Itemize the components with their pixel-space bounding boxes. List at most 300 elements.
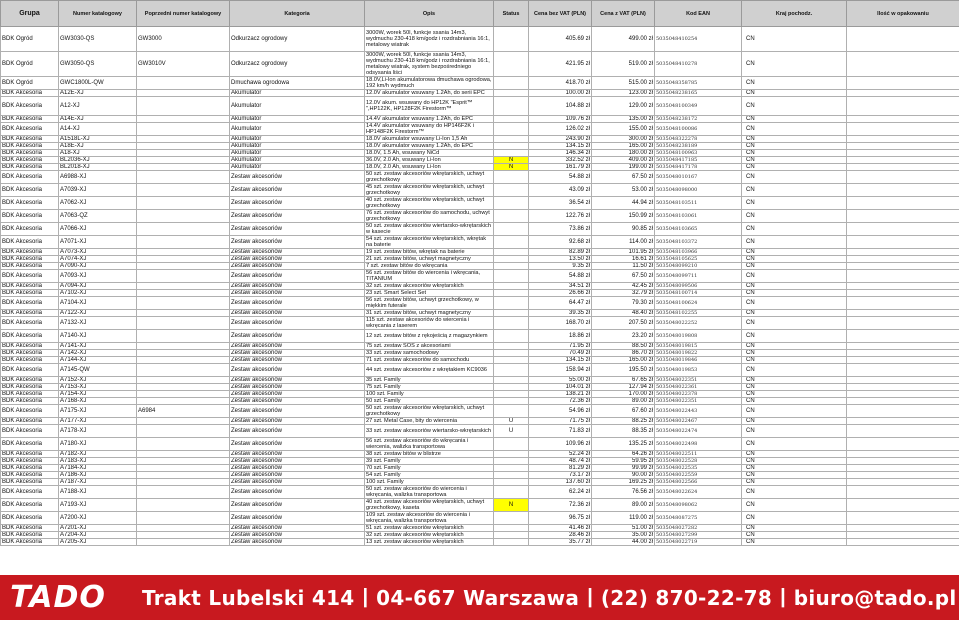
cell-status <box>494 150 529 157</box>
cell-category: Zestaw akcesoriów <box>230 330 365 343</box>
cell-price-net: 9.35 zł <box>529 263 592 270</box>
cell-category: Zestaw akcesoriów <box>230 270 365 283</box>
cell-status <box>494 391 529 398</box>
table-row[interactable] <box>1 364 959 377</box>
cell-description: 54 szt. zestaw akcesoriów wkrętarskich, wkrętak na baterie <box>365 236 494 249</box>
cell-group: BDK Akcesoria <box>1 171 59 184</box>
cell-ean: 5035048410278 <box>655 52 742 77</box>
col-header-country[interactable]: Kraj pochodz. <box>742 1 847 27</box>
cell-pack-quantity <box>847 486 959 499</box>
cell-category: Zestaw akcesoriów <box>230 472 365 479</box>
cell-group: BDK Akcesoria <box>1 425 59 438</box>
cell-price-gross: 515.00 zł <box>592 77 655 90</box>
col-header-grupa[interactable]: Grupa <box>1 1 59 27</box>
cell-price-net: 70.49 zł <box>529 350 592 357</box>
cell-price-gross: 67.60 zł <box>592 405 655 418</box>
table-row[interactable] <box>1 236 959 249</box>
cell-category: Zestaw akcesoriów <box>230 197 365 210</box>
table-row[interactable] <box>1 472 959 479</box>
cell-catalog-number: A7073-XJ <box>59 249 137 256</box>
cell-country: CN <box>742 405 847 418</box>
cell-price-gross: 123.00 zł <box>592 90 655 97</box>
cell-country: CN <box>742 52 847 77</box>
cell-catalog-number: A7152-XJ <box>59 377 137 384</box>
cell-group: BDK Akcesoria <box>1 249 59 256</box>
cell-category: Zestaw akcesoriów <box>230 350 365 357</box>
cell-status <box>494 52 529 77</box>
cell-price-gross: 44.00 zł <box>592 539 655 546</box>
cell-pack-quantity <box>847 525 959 532</box>
cell-group: BDK Akcesoria <box>1 297 59 310</box>
cell-category: Zestaw akcesoriów <box>230 512 365 525</box>
cell-ean: 5035048022361 <box>655 384 742 391</box>
cell-ean: 5035048100714 <box>655 290 742 297</box>
cell-previous-catalog-number <box>137 116 230 123</box>
cell-price-net: 62.24 zł <box>529 486 592 499</box>
cell-catalog-number: A12E-XJ <box>59 90 137 97</box>
cell-pack-quantity <box>847 330 959 343</box>
table-row[interactable] <box>1 391 959 398</box>
cell-ean: 5035048099506 <box>655 283 742 290</box>
col-header-category[interactable]: Kategoria <box>230 1 365 27</box>
cell-ean: 5035048022528 <box>655 458 742 465</box>
cell-catalog-number: GWC1800L-QW <box>59 77 137 90</box>
cell-price-gross: 16.61 zł <box>592 256 655 263</box>
cell-catalog-number: A7186-XJ <box>59 472 137 479</box>
cell-category: Zestaw akcesoriów <box>230 438 365 451</box>
table-row[interactable] <box>1 197 959 210</box>
cell-group: BDK Akcesoria <box>1 223 59 236</box>
table-row[interactable] <box>1 210 959 223</box>
cell-previous-catalog-number <box>137 418 230 425</box>
cell-price-net: 146.34 zł <box>529 150 592 157</box>
cell-catalog-number: A7184-XJ <box>59 465 137 472</box>
company-footer-banner <box>0 575 959 620</box>
table-row[interactable] <box>1 350 959 357</box>
cell-pack-quantity <box>847 418 959 425</box>
cell-description: 50 szt. zestaw akcesoriów wkrętarskich, uchwyt grzechotkowy <box>365 171 494 184</box>
cell-country: CN <box>742 465 847 472</box>
col-header-price-gross[interactable]: Cena z VAT (PLN) <box>592 1 655 27</box>
cell-previous-catalog-number <box>137 539 230 546</box>
cell-category: Akumulator <box>230 116 365 123</box>
cell-ean: 5035048410254 <box>655 27 742 52</box>
cell-price-net: 36.54 zł <box>529 197 592 210</box>
cell-previous-catalog-number <box>137 150 230 157</box>
cell-catalog-number: A7187-XJ <box>59 479 137 486</box>
table-row[interactable] <box>1 97 959 116</box>
cell-description: 50 szt. zestaw akcesoriów wkrętarskich, uchwyt grzechotkowy <box>365 405 494 418</box>
footer-postal-city: 04-667 Warszawa <box>376 585 580 610</box>
table-row[interactable] <box>1 157 959 164</box>
table-row[interactable] <box>1 384 959 391</box>
cell-description: 14.4V akumulator wsuwany 1.2Ah, do EPC <box>365 116 494 123</box>
cell-price-gross: 88.35 zł <box>592 425 655 438</box>
cell-country: CN <box>742 97 847 116</box>
cell-status <box>494 525 529 532</box>
table-row[interactable] <box>1 310 959 317</box>
cell-pack-quantity <box>847 90 959 97</box>
cell-group: BDK Akcesoria <box>1 391 59 398</box>
cell-previous-catalog-number <box>137 512 230 525</box>
cell-group: BDK Akcesoria <box>1 384 59 391</box>
cell-previous-catalog-number <box>137 164 230 171</box>
cell-previous-catalog-number <box>137 486 230 499</box>
cell-previous-catalog-number <box>137 270 230 283</box>
cell-catalog-number: A7141-XJ <box>59 343 137 350</box>
cell-pack-quantity <box>847 425 959 438</box>
cell-ean: 5035048022443 <box>655 405 742 418</box>
cell-price-gross: 67.65 zł <box>592 377 655 384</box>
cell-group: BDK Akcesoria <box>1 377 59 384</box>
cell-group: BDK Akcesoria <box>1 236 59 249</box>
cell-previous-catalog-number <box>137 123 230 136</box>
cell-group: BDK Akcesoria <box>1 184 59 197</box>
cell-description: 40 szt. zestaw akcesoriów wkrętarskich, uchwyt grzechotkowy, kaseta <box>365 499 494 512</box>
table-row[interactable] <box>1 465 959 472</box>
cell-description: 18.0V, 1.5 Ah, wsuwany NiCd <box>365 150 494 157</box>
cell-previous-catalog-number <box>137 499 230 512</box>
table-row[interactable] <box>1 223 959 236</box>
cell-group: BDK Akcesoria <box>1 210 59 223</box>
table-row[interactable] <box>1 451 959 458</box>
cell-price-gross: 99.99 zł <box>592 465 655 472</box>
cell-description: 100 szt. Family <box>365 391 494 398</box>
cell-group: BDK Akcesoria <box>1 310 59 317</box>
cell-price-gross: 499.00 zł <box>592 27 655 52</box>
cell-status <box>494 330 529 343</box>
cell-catalog-number: A7071-XJ <box>59 236 137 249</box>
cell-ean: 5035048100086 <box>655 123 742 136</box>
cell-category: Zestaw akcesoriów <box>230 283 365 290</box>
cell-ean: 5035048022351 <box>655 398 742 405</box>
table-row[interactable] <box>1 343 959 350</box>
cell-status <box>494 377 529 384</box>
footer-separator: | <box>780 586 786 608</box>
cell-previous-catalog-number <box>137 357 230 364</box>
cell-description: 56 szt. zestaw bitów, uchwyt grzechotkowy, w miękkim futerale <box>365 297 494 310</box>
cell-group: BDK Akcesoria <box>1 290 59 297</box>
cell-category: Zestaw akcesoriów <box>230 525 365 532</box>
cell-previous-catalog-number <box>137 377 230 384</box>
cell-group: BDK Akcesoria <box>1 479 59 486</box>
cell-catalog-number: GW3050-QS <box>59 52 137 77</box>
cell-country: CN <box>742 223 847 236</box>
cell-ean: 5035048098062 <box>655 499 742 512</box>
table-row[interactable] <box>1 171 959 184</box>
table-row[interactable] <box>1 398 959 405</box>
cell-ean: 5035048019853 <box>655 364 742 377</box>
cell-group: BDK Akcesoria <box>1 532 59 539</box>
col-header-catalog-number[interactable]: Numer katalogowy <box>59 1 137 27</box>
table-row[interactable] <box>1 123 959 136</box>
cell-price-net: 137.60 zł <box>529 479 592 486</box>
cell-pack-quantity <box>847 364 959 377</box>
cell-group: BDK Akcesoria <box>1 343 59 350</box>
cell-pack-quantity <box>847 458 959 465</box>
cell-ean: 5035048103511 <box>655 197 742 210</box>
table-row[interactable] <box>1 330 959 343</box>
cell-ean: 5035048417178 <box>655 164 742 171</box>
cell-status <box>494 438 529 451</box>
cell-description: 32 szt. zestaw akcesoriów wkrętarskich <box>365 283 494 290</box>
table-row[interactable] <box>1 425 959 438</box>
cell-description: 75 szt. zestaw SOS z akcesoriami <box>365 343 494 350</box>
cell-price-net: 71.95 zł <box>529 343 592 350</box>
cell-price-gross: 88.50 zł <box>592 343 655 350</box>
cell-status <box>494 532 529 539</box>
cell-catalog-number: A7094-XJ <box>59 283 137 290</box>
cell-description: 38 szt. zestaw bitów w blistrze <box>365 451 494 458</box>
table-row[interactable] <box>1 512 959 525</box>
footer-address: Trakt Lubelski 414 <box>142 585 355 610</box>
cell-description: 39 szt. Family <box>365 458 494 465</box>
cell-status <box>494 398 529 405</box>
table-row[interactable] <box>1 438 959 451</box>
cell-description: 3000W, worek 50l, funkcje ssania 14m3, wydmuchu 230-418 km/godz i rozdrabniania 16:1, metalowy wiatrak, system bezpośredniego odsysania liści <box>365 52 494 77</box>
cell-pack-quantity <box>847 171 959 184</box>
cell-catalog-number: A7104-XJ <box>59 297 137 310</box>
cell-category: Akumulator <box>230 164 365 171</box>
cell-pack-quantity <box>847 310 959 317</box>
cell-status <box>494 479 529 486</box>
col-header-pack-quantity[interactable]: Ilość w opakowaniu <box>847 1 959 27</box>
table-row[interactable] <box>1 525 959 532</box>
cell-catalog-number: A7154-XJ <box>59 391 137 398</box>
table-row[interactable] <box>1 143 959 150</box>
table-row[interactable] <box>1 77 959 90</box>
col-header-previous-catalog-number[interactable]: Poprzedni numer katalogowy <box>137 1 230 27</box>
cell-price-gross: 42.45 zł <box>592 283 655 290</box>
cell-ean: 5035048022252 <box>655 317 742 330</box>
cell-previous-catalog-number <box>137 184 230 197</box>
table-row[interactable] <box>1 290 959 297</box>
cell-description: 70 szt. Family <box>365 465 494 472</box>
table-row[interactable] <box>1 52 959 77</box>
cell-category: Zestaw akcesoriów <box>230 343 365 350</box>
cell-previous-catalog-number <box>137 472 230 479</box>
cell-ean: 5035048022467 <box>655 418 742 425</box>
cell-catalog-number: A7142-XJ <box>59 350 137 357</box>
cell-catalog-number: BL2018-XJ <box>59 164 137 171</box>
cell-previous-catalog-number <box>137 90 230 97</box>
table-row[interactable] <box>1 532 959 539</box>
cell-category: Akumulator <box>230 150 365 157</box>
cell-price-net: 72.36 zł <box>529 398 592 405</box>
cell-status <box>494 263 529 270</box>
table-row[interactable] <box>1 184 959 197</box>
cell-pack-quantity <box>847 297 959 310</box>
col-header-description[interactable]: Opis <box>365 1 494 27</box>
cell-previous-catalog-number <box>137 210 230 223</box>
cell-status <box>494 184 529 197</box>
cell-previous-catalog-number <box>137 458 230 465</box>
cell-catalog-number: A7145-QW <box>59 364 137 377</box>
cell-previous-catalog-number <box>137 384 230 391</box>
cell-country: CN <box>742 197 847 210</box>
table-row[interactable] <box>1 405 959 418</box>
cell-country: CN <box>742 525 847 532</box>
cell-status <box>494 350 529 357</box>
cell-ean: 5035048102255 <box>655 310 742 317</box>
table-row[interactable] <box>1 116 959 123</box>
cell-group: BDK Akcesoria <box>1 451 59 458</box>
table-row[interactable] <box>1 317 959 330</box>
table-row[interactable] <box>1 27 959 52</box>
cell-price-gross: 150.99 zł <box>592 210 655 223</box>
footer-phone: (22) 870-22-78 <box>600 585 773 610</box>
cell-category: Odkurzacz ogrodowy <box>230 27 365 52</box>
table-row[interactable] <box>1 539 959 546</box>
cell-pack-quantity <box>847 256 959 263</box>
cell-status <box>494 357 529 364</box>
table-header-row <box>1 1 959 27</box>
cell-ean: 5035048027282 <box>655 525 742 532</box>
cell-pack-quantity <box>847 77 959 90</box>
table-row[interactable] <box>1 357 959 364</box>
cell-catalog-number: A14E-XJ <box>59 116 137 123</box>
cell-ean: 5035048099210 <box>655 263 742 270</box>
cell-description: 18.0V akumulator wsuwany 1.2Ah, do EPC <box>365 143 494 150</box>
cell-price-gross: 79.30 zł <box>592 297 655 310</box>
footer-email[interactable]: biuro@tado.pl <box>793 585 957 610</box>
cell-pack-quantity <box>847 438 959 451</box>
cell-group: BDK Akcesoria <box>1 438 59 451</box>
cell-price-net: 73.86 zł <box>529 223 592 236</box>
cell-category: Zestaw akcesoriów <box>230 171 365 184</box>
table-row[interactable] <box>1 270 959 283</box>
cell-category: Zestaw akcesoriów <box>230 405 365 418</box>
cell-price-gross: 170.00 zł <box>592 391 655 398</box>
cell-status <box>494 236 529 249</box>
cell-category: Zestaw akcesoriów <box>230 263 365 270</box>
table-row[interactable] <box>1 150 959 157</box>
cell-category: Zestaw akcesoriów <box>230 479 365 486</box>
cell-previous-catalog-number <box>137 171 230 184</box>
table-row[interactable] <box>1 249 959 256</box>
cell-description: 50 szt. Family <box>365 398 494 405</box>
cell-price-net: 81.29 zł <box>529 465 592 472</box>
cell-catalog-number: A7175-XJ <box>59 405 137 418</box>
cell-price-net: 73.17 zł <box>529 472 592 479</box>
cell-price-gross: 53.00 zł <box>592 184 655 197</box>
cell-group: BDK Ogród <box>1 52 59 77</box>
table-row[interactable] <box>1 458 959 465</box>
cell-group: BDK Akcesoria <box>1 270 59 283</box>
cell-price-gross: 90.00 zł <box>592 472 655 479</box>
cell-catalog-number: A7066-XJ <box>59 223 137 236</box>
cell-country: CN <box>742 77 847 90</box>
cell-catalog-number: A7090-XJ <box>59 263 137 270</box>
cell-group: BDK Akcesoria <box>1 330 59 343</box>
cell-price-net: 82.89 zł <box>529 249 592 256</box>
cell-price-gross: 86.70 zł <box>592 350 655 357</box>
cell-price-net: 71.75 zł <box>529 418 592 425</box>
cell-catalog-number: BL2036-XJ <box>59 157 137 164</box>
cell-price-net: 243.90 zł <box>529 136 592 143</box>
cell-country: CN <box>742 539 847 546</box>
cell-previous-catalog-number <box>137 350 230 357</box>
cell-catalog-number: A7168-XJ <box>59 398 137 405</box>
cell-previous-catalog-number <box>137 223 230 236</box>
table-row[interactable] <box>1 263 959 270</box>
table-row[interactable] <box>1 479 959 486</box>
cell-price-net: 126.02 zł <box>529 123 592 136</box>
cell-group: BDK Akcesoria <box>1 136 59 143</box>
cell-pack-quantity <box>847 384 959 391</box>
cell-group: BDK Ogród <box>1 77 59 90</box>
cell-pack-quantity <box>847 405 959 418</box>
cell-price-gross: 89.00 zł <box>592 398 655 405</box>
cell-previous-catalog-number <box>137 297 230 310</box>
cell-status <box>494 123 529 136</box>
table-row[interactable] <box>1 136 959 143</box>
cell-pack-quantity <box>847 343 959 350</box>
cell-previous-catalog-number <box>137 398 230 405</box>
footer-separator: | <box>362 586 369 608</box>
cell-country: CN <box>742 532 847 539</box>
cell-pack-quantity <box>847 377 959 384</box>
cell-status: N <box>494 164 529 171</box>
cell-price-net: 134.15 zł <box>529 357 592 364</box>
cell-pack-quantity <box>847 143 959 150</box>
cell-previous-catalog-number <box>137 451 230 458</box>
col-header-price-net[interactable]: Cena bez VAT (PLN) <box>529 1 592 27</box>
cell-group: BDK Akcesoria <box>1 458 59 465</box>
cell-country: CN <box>742 256 847 263</box>
table-row[interactable] <box>1 90 959 97</box>
cell-country: CN <box>742 364 847 377</box>
cell-price-gross: 59.95 zł <box>592 458 655 465</box>
cell-country: CN <box>742 357 847 364</box>
cell-catalog-number: A7140-XJ <box>59 330 137 343</box>
table-row[interactable] <box>1 283 959 290</box>
cell-ean: 5035048238189 <box>655 143 742 150</box>
cell-group: BDK Akcesoria <box>1 418 59 425</box>
cell-previous-catalog-number <box>137 343 230 350</box>
cell-ean: 5035048358785 <box>655 77 742 90</box>
cell-price-net: 158.94 zł <box>529 364 592 377</box>
table-row[interactable] <box>1 164 959 171</box>
cell-previous-catalog-number <box>137 236 230 249</box>
cell-category: Zestaw akcesoriów <box>230 256 365 263</box>
table-row[interactable] <box>1 499 959 512</box>
cell-country: CN <box>742 350 847 357</box>
table-row[interactable] <box>1 418 959 425</box>
cell-group: BDK Akcesoria <box>1 486 59 499</box>
table-row[interactable] <box>1 486 959 499</box>
cell-status <box>494 283 529 290</box>
cell-country: CN <box>742 249 847 256</box>
cell-description: 35 szt. Family <box>365 377 494 384</box>
cell-ean: 5035048103665 <box>655 223 742 236</box>
table-row[interactable] <box>1 297 959 310</box>
cell-catalog-number: A18-XJ <box>59 150 137 157</box>
cell-description: 7 szt. zestaw bitów do wkręcania <box>365 263 494 270</box>
col-header-ean[interactable]: Kod EAN <box>655 1 742 27</box>
table-row[interactable] <box>1 256 959 263</box>
cell-previous-catalog-number <box>137 249 230 256</box>
cell-ean: 5035048238172 <box>655 116 742 123</box>
cell-pack-quantity <box>847 270 959 283</box>
cell-description: 19 szt. zestaw bitów, wkrętak na baterie <box>365 249 494 256</box>
cell-catalog-number: A7201-XJ <box>59 525 137 532</box>
cell-ean: 5035048417185 <box>655 157 742 164</box>
table-row[interactable] <box>1 377 959 384</box>
cell-status <box>494 364 529 377</box>
cell-group: BDK Akcesoria <box>1 525 59 532</box>
col-header-status[interactable]: Status <box>494 1 529 27</box>
